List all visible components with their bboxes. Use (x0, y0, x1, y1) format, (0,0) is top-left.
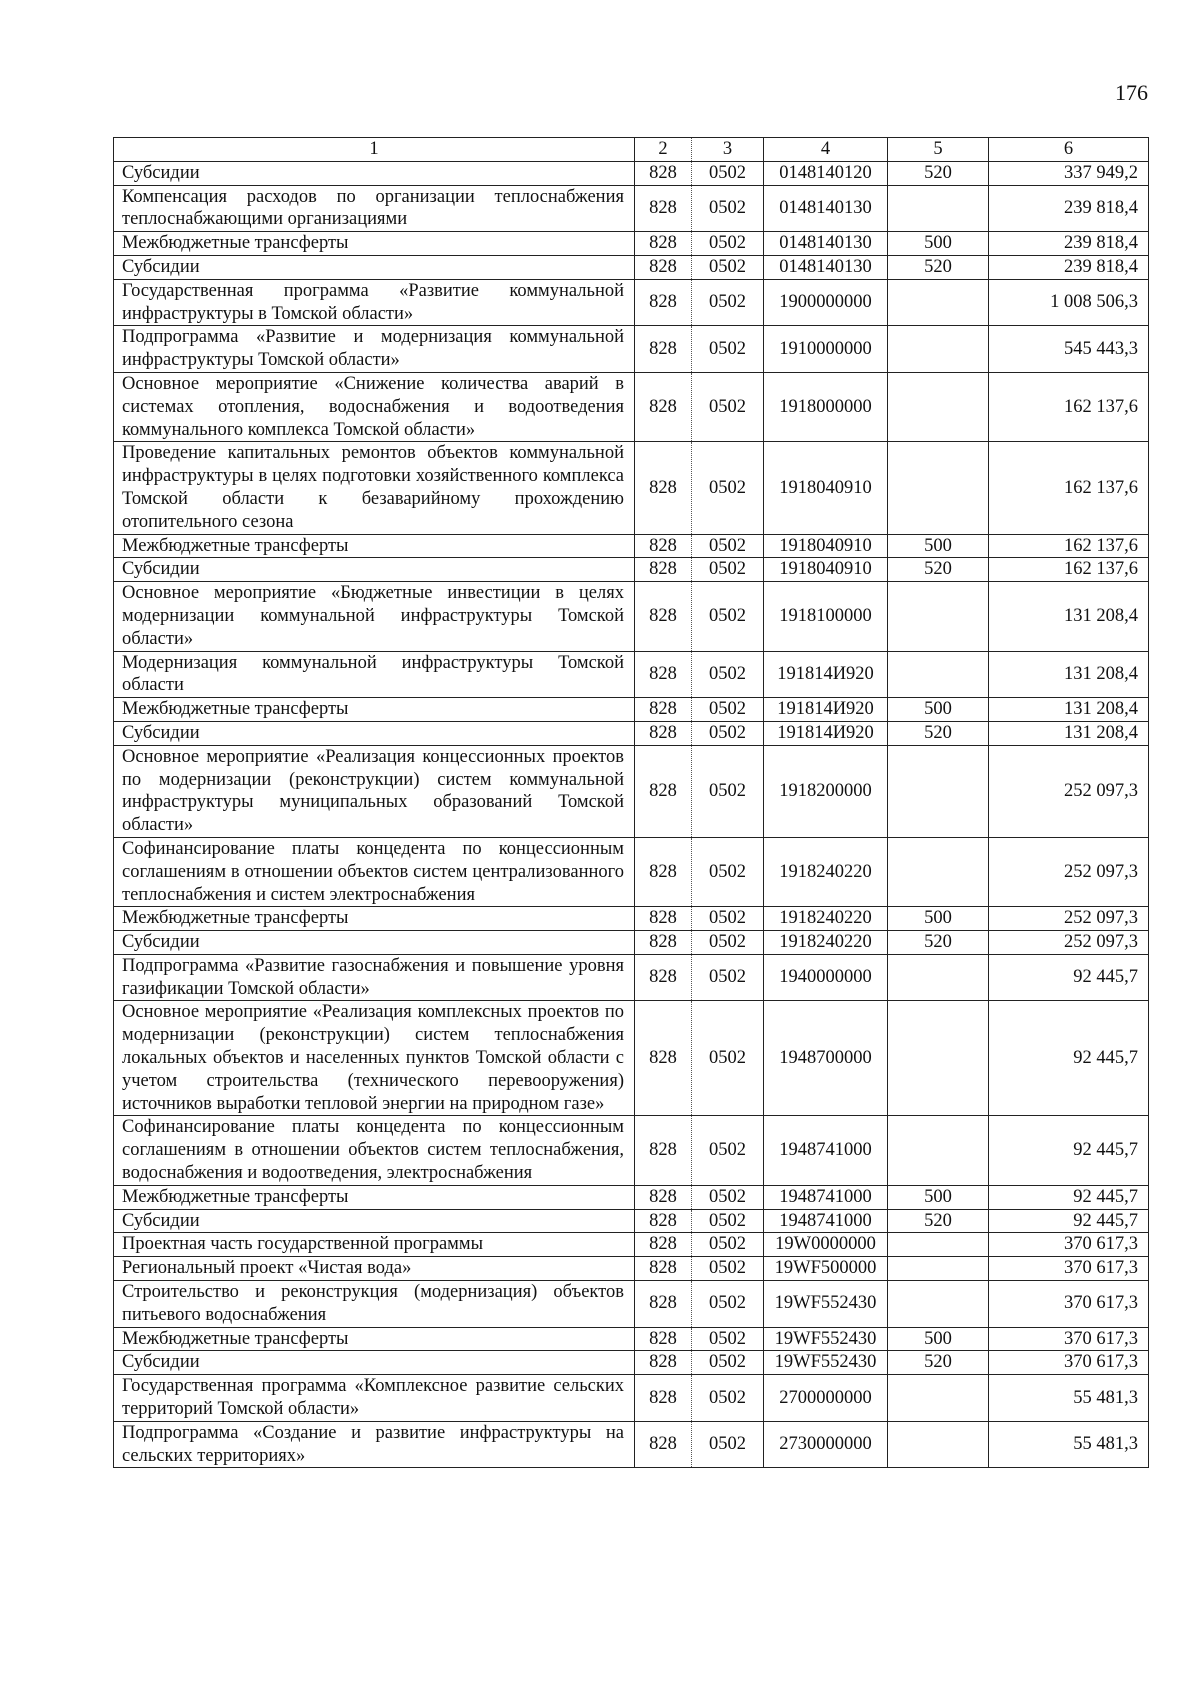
row-target-code: 191814И920 (764, 651, 888, 698)
row-ministry-code: 828 (635, 1281, 692, 1328)
row-ministry-code: 828 (635, 1233, 692, 1257)
row-section-code: 0502 (692, 255, 764, 279)
row-target-code: 1918100000 (764, 582, 888, 651)
row-section-code: 0502 (692, 698, 764, 722)
table-row (114, 1001, 1149, 1116)
row-section-code: 0502 (692, 1116, 764, 1185)
row-expense-type (888, 1233, 989, 1257)
table-row (114, 558, 1149, 582)
row-name: Субсидии (114, 1209, 635, 1233)
row-expense-type: 520 (888, 1209, 989, 1233)
row-amount: 55 481,3 (989, 1421, 1149, 1468)
table-row (114, 1116, 1149, 1185)
table-row (114, 161, 1149, 185)
header-col-6: 6 (989, 138, 1149, 162)
row-expense-type: 520 (888, 161, 989, 185)
header-col-2: 2 (635, 138, 692, 162)
row-section-code: 0502 (692, 232, 764, 256)
row-name: Субсидии (114, 1351, 635, 1375)
row-ministry-code: 828 (635, 161, 692, 185)
row-target-code: 1948741000 (764, 1209, 888, 1233)
table-row (114, 1281, 1149, 1328)
table-row (114, 1233, 1149, 1257)
row-ministry-code: 828 (635, 279, 692, 326)
row-target-code: 0148140120 (764, 161, 888, 185)
row-amount: 131 208,4 (989, 698, 1149, 722)
row-expense-type: 500 (888, 907, 989, 931)
row-target-code: 1910000000 (764, 326, 888, 373)
row-name: Основное мероприятие «Реализация концессионных проектов по модернизации (реконструкции) систем коммунальной инфраструктуры муниципальных образований Томской области» (114, 745, 635, 837)
row-ministry-code: 828 (635, 1001, 692, 1116)
row-name: Региональный проект «Чистая вода» (114, 1257, 635, 1281)
table-row (114, 1421, 1149, 1468)
row-amount: 162 137,6 (989, 558, 1149, 582)
row-name: Строительство и реконструкция (модернизация) объектов питьевого водоснабжения (114, 1281, 635, 1328)
row-expense-type: 500 (888, 1185, 989, 1209)
row-ministry-code: 828 (635, 954, 692, 1001)
table-row (114, 721, 1149, 745)
header-col-4: 4 (764, 138, 888, 162)
table-row (114, 1327, 1149, 1351)
row-expense-type (888, 442, 989, 534)
table-row (114, 837, 1149, 906)
row-target-code: 19W0000000 (764, 1233, 888, 1257)
row-ministry-code: 828 (635, 326, 692, 373)
row-ministry-code: 828 (635, 745, 692, 837)
table-row (114, 907, 1149, 931)
row-ministry-code: 828 (635, 1257, 692, 1281)
row-section-code: 0502 (692, 185, 764, 232)
row-target-code: 1918240220 (764, 907, 888, 931)
row-name: Подпрограмма «Развитие газоснабжения и повышение уровня газификации Томской области» (114, 954, 635, 1001)
row-expense-type (888, 326, 989, 373)
row-section-code: 0502 (692, 837, 764, 906)
row-expense-type (888, 372, 989, 441)
row-ministry-code: 828 (635, 232, 692, 256)
row-target-code: 1900000000 (764, 279, 888, 326)
row-expense-type (888, 279, 989, 326)
row-amount: 545 443,3 (989, 326, 1149, 373)
row-amount: 131 208,4 (989, 721, 1149, 745)
row-name: Субсидии (114, 931, 635, 955)
row-expense-type (888, 582, 989, 651)
row-ministry-code: 828 (635, 1327, 692, 1351)
row-expense-type: 500 (888, 698, 989, 722)
row-target-code: 191814И920 (764, 721, 888, 745)
row-ministry-code: 828 (635, 907, 692, 931)
row-expense-type (888, 745, 989, 837)
row-amount: 92 445,7 (989, 954, 1149, 1001)
row-amount: 162 137,6 (989, 372, 1149, 441)
row-section-code: 0502 (692, 1209, 764, 1233)
row-name: Подпрограмма «Создание и развитие инфраструктуры на сельских территориях» (114, 1421, 635, 1468)
row-ministry-code: 828 (635, 1185, 692, 1209)
row-target-code: 19WF552430 (764, 1351, 888, 1375)
row-name: Основное мероприятие «Снижение количества аварий в системах отопления, водоснабжения и водоотведения коммунального комплекса Томской области» (114, 372, 635, 441)
row-amount: 252 097,3 (989, 931, 1149, 955)
row-target-code: 1918040910 (764, 558, 888, 582)
table-row (114, 326, 1149, 373)
row-target-code: 2730000000 (764, 1421, 888, 1468)
row-ministry-code: 828 (635, 582, 692, 651)
row-section-code: 0502 (692, 651, 764, 698)
row-ministry-code: 828 (635, 931, 692, 955)
row-ministry-code: 828 (635, 558, 692, 582)
row-expense-type (888, 651, 989, 698)
row-amount: 252 097,3 (989, 837, 1149, 906)
row-target-code: 191814И920 (764, 698, 888, 722)
row-amount: 252 097,3 (989, 907, 1149, 931)
row-name: Межбюджетные трансферты (114, 232, 635, 256)
row-section-code: 0502 (692, 954, 764, 1001)
row-amount: 239 818,4 (989, 185, 1149, 232)
row-target-code: 1948700000 (764, 1001, 888, 1116)
row-name: Государственная программа «Развитие коммунальной инфраструктуры в Томской области» (114, 279, 635, 326)
row-ministry-code: 828 (635, 1375, 692, 1422)
row-target-code: 0148140130 (764, 255, 888, 279)
row-amount: 239 818,4 (989, 232, 1149, 256)
table-row (114, 1351, 1149, 1375)
row-target-code: 0148140130 (764, 232, 888, 256)
row-section-code: 0502 (692, 1233, 764, 1257)
row-amount: 337 949,2 (989, 161, 1149, 185)
row-name: Софинансирование платы концедента по концессионным соглашениям в отношении объектов систем централизованного теплоснабжения и систем электроснабжения (114, 837, 635, 906)
row-name: Межбюджетные трансферты (114, 698, 635, 722)
row-ministry-code: 828 (635, 1209, 692, 1233)
row-name: Субсидии (114, 558, 635, 582)
row-expense-type: 520 (888, 931, 989, 955)
row-expense-type (888, 1001, 989, 1116)
row-name: Основное мероприятие «Бюджетные инвестиции в целях модернизации коммунальной инфраструктуры Томской области» (114, 582, 635, 651)
row-section-code: 0502 (692, 931, 764, 955)
row-section-code: 0502 (692, 1351, 764, 1375)
row-section-code: 0502 (692, 1281, 764, 1328)
row-expense-type (888, 1281, 989, 1328)
row-name: Компенсация расходов по организации теплоснабжения теплоснабжающими организациями (114, 185, 635, 232)
row-section-code: 0502 (692, 326, 764, 373)
header-col-5: 5 (888, 138, 989, 162)
table-row (114, 651, 1149, 698)
row-target-code: 19WF500000 (764, 1257, 888, 1281)
row-amount: 92 445,7 (989, 1209, 1149, 1233)
row-name: Основное мероприятие «Реализация комплексных проектов по модернизации (реконструкции) систем теплоснабжения локальных объектов и населенных пунктов Томской области с учетом строительства (технического перевооружения) источников выработки тепловой энергии на природном газе» (114, 1001, 635, 1116)
row-ministry-code: 828 (635, 698, 692, 722)
row-target-code: 1948741000 (764, 1185, 888, 1209)
header-col-1: 1 (114, 138, 635, 162)
row-section-code: 0502 (692, 1375, 764, 1422)
row-name: Софинансирование платы концедента по концессионным соглашениям в отношении объектов систем теплоснабжения, водоснабжения и водоотведения, электроснабжения (114, 1116, 635, 1185)
row-target-code: 1918000000 (764, 372, 888, 441)
row-ministry-code: 828 (635, 255, 692, 279)
row-expense-type: 500 (888, 232, 989, 256)
row-target-code: 0148140130 (764, 185, 888, 232)
row-amount: 92 445,7 (989, 1116, 1149, 1185)
row-section-code: 0502 (692, 558, 764, 582)
row-name: Субсидии (114, 255, 635, 279)
row-amount: 370 617,3 (989, 1351, 1149, 1375)
row-section-code: 0502 (692, 1257, 764, 1281)
row-ministry-code: 828 (635, 1116, 692, 1185)
table-row (114, 185, 1149, 232)
row-name: Межбюджетные трансферты (114, 1185, 635, 1209)
row-expense-type (888, 185, 989, 232)
header-col-3: 3 (692, 138, 764, 162)
row-section-code: 0502 (692, 907, 764, 931)
table-row (114, 255, 1149, 279)
row-amount: 370 617,3 (989, 1281, 1149, 1328)
row-amount: 162 137,6 (989, 442, 1149, 534)
row-expense-type (888, 1421, 989, 1468)
row-section-code: 0502 (692, 442, 764, 534)
table-row (114, 372, 1149, 441)
row-ministry-code: 828 (635, 1421, 692, 1468)
row-target-code: 19WF552430 (764, 1281, 888, 1328)
row-name: Государственная программа «Комплексное развитие сельских территорий Томской области» (114, 1375, 635, 1422)
table-row (114, 954, 1149, 1001)
row-target-code: 19WF552430 (764, 1327, 888, 1351)
row-expense-type: 500 (888, 534, 989, 558)
row-expense-type: 520 (888, 558, 989, 582)
row-name: Межбюджетные трансферты (114, 534, 635, 558)
row-amount: 1 008 506,3 (989, 279, 1149, 326)
row-expense-type (888, 1116, 989, 1185)
row-amount: 55 481,3 (989, 1375, 1149, 1422)
row-name: Проектная часть государственной программы (114, 1233, 635, 1257)
row-expense-type (888, 837, 989, 906)
row-expense-type: 520 (888, 721, 989, 745)
header-row (114, 138, 1149, 162)
row-section-code: 0502 (692, 1327, 764, 1351)
row-ministry-code: 828 (635, 651, 692, 698)
row-ministry-code: 828 (635, 534, 692, 558)
row-ministry-code: 828 (635, 372, 692, 441)
table-row (114, 279, 1149, 326)
row-name: Субсидии (114, 721, 635, 745)
table-row (114, 582, 1149, 651)
row-expense-type: 520 (888, 255, 989, 279)
row-amount: 131 208,4 (989, 651, 1149, 698)
row-amount: 239 818,4 (989, 255, 1149, 279)
row-amount: 131 208,4 (989, 582, 1149, 651)
row-ministry-code: 828 (635, 1351, 692, 1375)
row-target-code: 1918200000 (764, 745, 888, 837)
row-section-code: 0502 (692, 1185, 764, 1209)
row-section-code: 0502 (692, 161, 764, 185)
row-target-code: 1948741000 (764, 1116, 888, 1185)
row-name: Проведение капитальных ремонтов объектов коммунальной инфраструктуры в целях подготовки хозяйственного комплекса Томской области к безаварийному прохождению отопительного сезона (114, 442, 635, 534)
table-row (114, 698, 1149, 722)
row-name: Межбюджетные трансферты (114, 907, 635, 931)
row-amount: 252 097,3 (989, 745, 1149, 837)
budget-table (113, 137, 1149, 1468)
row-section-code: 0502 (692, 1421, 764, 1468)
table-row (114, 745, 1149, 837)
row-expense-type (888, 1375, 989, 1422)
row-ministry-code: 828 (635, 721, 692, 745)
table-row (114, 931, 1149, 955)
row-expense-type (888, 954, 989, 1001)
table-row (114, 232, 1149, 256)
row-target-code: 1918240220 (764, 837, 888, 906)
row-target-code: 1918040910 (764, 442, 888, 534)
row-target-code: 1918240220 (764, 931, 888, 955)
table-row (114, 442, 1149, 534)
row-expense-type: 500 (888, 1327, 989, 1351)
row-amount: 370 617,3 (989, 1233, 1149, 1257)
row-section-code: 0502 (692, 279, 764, 326)
row-target-code: 1918040910 (764, 534, 888, 558)
row-name: Межбюджетные трансферты (114, 1327, 635, 1351)
row-name: Модернизация коммунальной инфраструктуры Томской области (114, 651, 635, 698)
row-amount: 370 617,3 (989, 1257, 1149, 1281)
row-amount: 370 617,3 (989, 1327, 1149, 1351)
table-row (114, 1257, 1149, 1281)
row-expense-type (888, 1257, 989, 1281)
row-section-code: 0502 (692, 372, 764, 441)
row-section-code: 0502 (692, 1001, 764, 1116)
row-name: Субсидии (114, 161, 635, 185)
table-row (114, 534, 1149, 558)
row-section-code: 0502 (692, 721, 764, 745)
row-ministry-code: 828 (635, 837, 692, 906)
row-name: Подпрограмма «Развитие и модернизация коммунальной инфраструктуры Томской области» (114, 326, 635, 373)
row-amount: 92 445,7 (989, 1001, 1149, 1116)
row-expense-type: 520 (888, 1351, 989, 1375)
row-section-code: 0502 (692, 582, 764, 651)
row-amount: 162 137,6 (989, 534, 1149, 558)
row-ministry-code: 828 (635, 185, 692, 232)
table-row (114, 1375, 1149, 1422)
row-target-code: 2700000000 (764, 1375, 888, 1422)
row-target-code: 1940000000 (764, 954, 888, 1001)
page-number: 176 (1115, 80, 1148, 105)
row-ministry-code: 828 (635, 442, 692, 534)
row-amount: 92 445,7 (989, 1185, 1149, 1209)
row-section-code: 0502 (692, 745, 764, 837)
row-section-code: 0502 (692, 534, 764, 558)
table-row (114, 1185, 1149, 1209)
table-row (114, 1209, 1149, 1233)
